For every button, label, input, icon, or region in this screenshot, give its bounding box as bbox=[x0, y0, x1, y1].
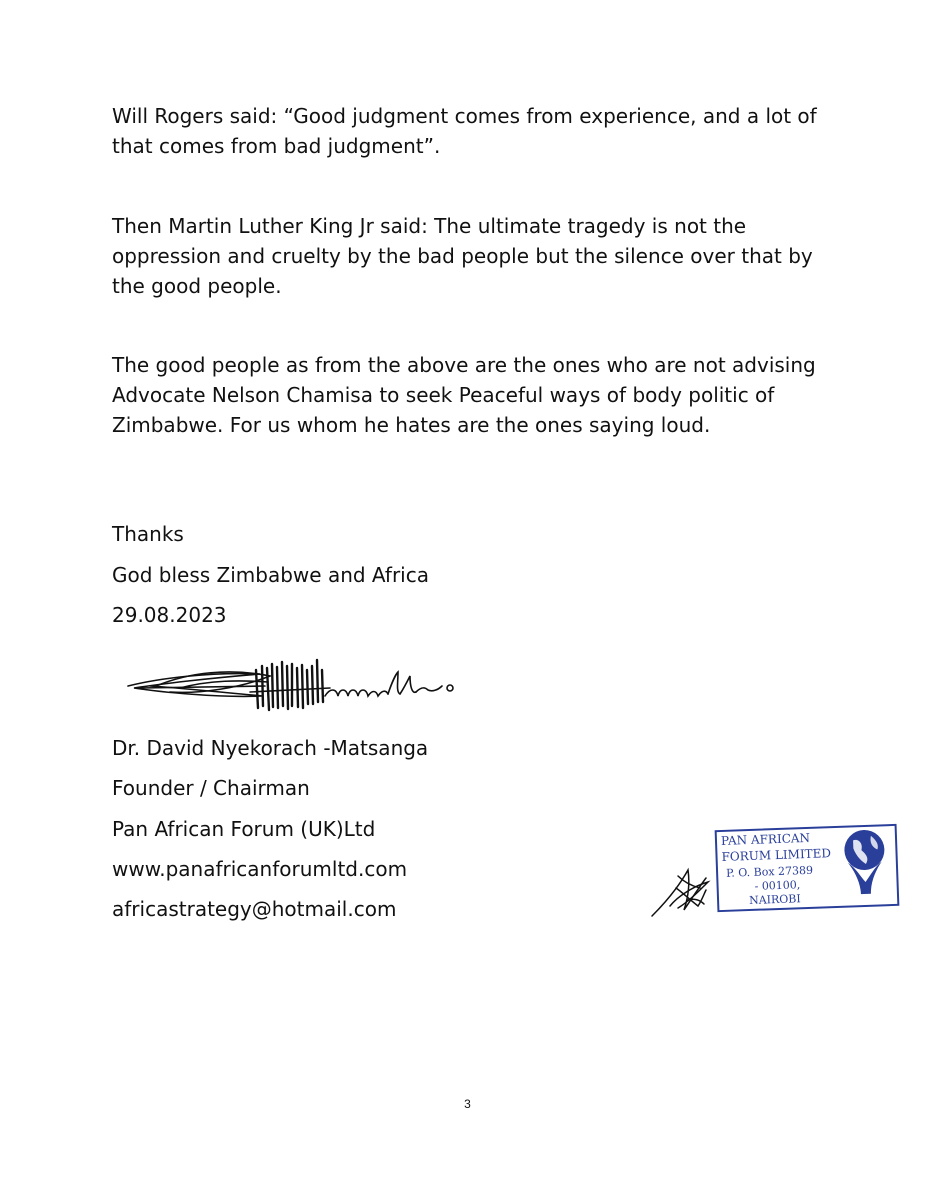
signatory-website-link[interactable]: www.panafricanforumltd.com bbox=[112, 857, 408, 881]
stamp-line-4: - 00100, bbox=[754, 878, 801, 893]
signatory-title: Founder / Chairman bbox=[112, 776, 310, 800]
quote-paragraph-will-rogers: Will Rogers said: “Good judgment comes from experience, and a lot of that comes from bad judgment”. bbox=[112, 104, 817, 158]
quote-paragraph-mlk: Then Martin Luther King Jr said: The ultimate tragedy is not the oppression and cruelty by the bad people but the silence over that by the good people. bbox=[112, 214, 813, 298]
stamp-line-3: P. O. Box 27389 bbox=[725, 863, 814, 880]
signatory-email-link[interactable]: africastrategy@hotmail.com bbox=[112, 897, 397, 921]
globe-icon bbox=[844, 829, 886, 894]
closing-thanks: Thanks bbox=[112, 522, 184, 546]
signatory-organization: Pan African Forum (UK)Ltd bbox=[112, 817, 376, 841]
page-number: 3 bbox=[464, 1097, 471, 1111]
stamp-line-5: NAIROBI bbox=[748, 892, 801, 908]
closing-blessing: God bless Zimbabwe and Africa bbox=[112, 563, 429, 587]
stamp-line-2: FORUM LIMITED bbox=[721, 846, 832, 864]
body-paragraph: The good people as from the above are the ones who are not advising Advocate Nelson Chamisa to seek Peaceful ways of body politic of Zimbabwe. For us whom he hates are the ones saying loud. bbox=[112, 353, 816, 437]
handwritten-signature bbox=[120, 652, 470, 722]
letter-date: 29.08.2023 bbox=[112, 603, 227, 627]
stamp-line-1: PAN AFRICAN bbox=[720, 830, 811, 848]
company-stamp bbox=[714, 822, 900, 914]
signatory-name: Dr. David Nyekorach -Matsanga bbox=[112, 736, 429, 760]
initials-signature bbox=[648, 858, 718, 920]
